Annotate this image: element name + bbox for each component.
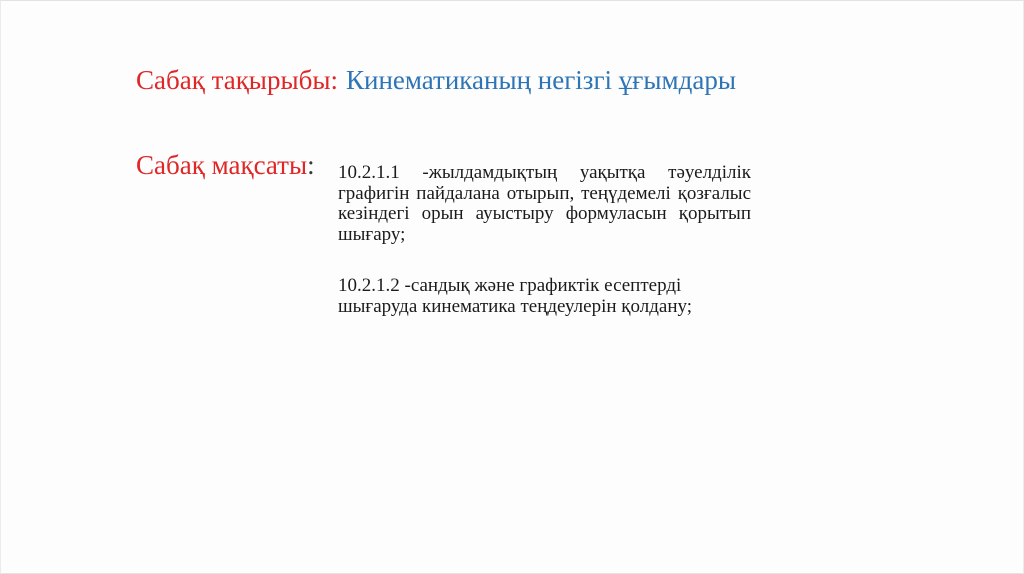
lesson-goal-label: Сабақ мақсаты — [136, 150, 308, 180]
objective-1-line: 10.2.1.1 -жылдамдықтың уақытқа тәуелділік — [338, 162, 751, 183]
lesson-topic-label: Сабақ тақырыбы: — [136, 65, 338, 95]
objective-1 — [338, 163, 751, 245]
lesson-goal-colon: : — [307, 150, 315, 180]
objective-2 — [338, 276, 751, 317]
lesson-topic-line — [136, 63, 736, 97]
lesson-topic-value: Кинематиканың негізгі ұғымдары — [345, 65, 736, 95]
objective-2-line: 10.2.1.2 -сандық және графиктік есептерді — [338, 275, 682, 296]
objective-1-line: шығару; — [338, 223, 406, 245]
objective-1-line: кезіндегі орын ауыстыру формуласын қорытып — [338, 203, 751, 224]
lesson-objectives-block — [338, 163, 751, 317]
objective-2-line: шығаруда кинематика теңдеулерін қолдану; — [338, 295, 693, 317]
objective-1-line: графигін пайдалана отырып, теңүдемелі қозғалыс — [338, 182, 751, 204]
lesson-goal-line — [136, 148, 315, 182]
